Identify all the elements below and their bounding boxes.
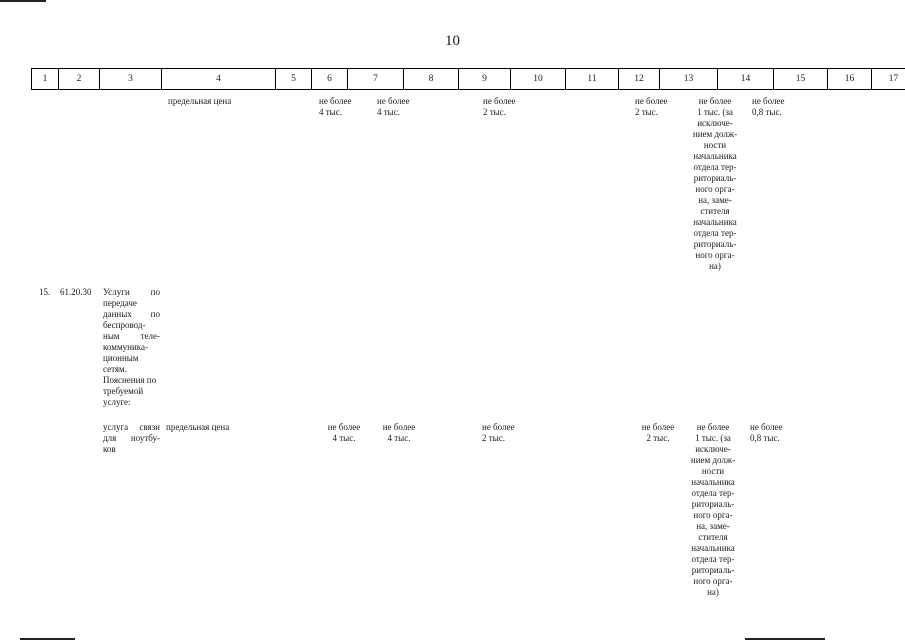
header-cell-8: 8 [404,68,459,90]
header-cell-4: 4 [162,68,276,90]
header-cell-15: 15 [774,68,828,90]
block2-col13-value: не более 2 тыс. [641,422,675,443]
block1-price-label: предельная цена [168,96,232,106]
row15-desc-line: беспровод- [103,320,146,330]
page-number: 10 [445,33,460,49]
row15-desc-line: Услуги по [103,287,160,297]
block2-col14-value: не более 1 тыс. (за исключе- нием долж- ности начальника отдела тер- риториаль- ного орга- на, заме- стителя начальника отдела тер- риториаль- ного орга- на) [690,422,736,597]
header-cell-6: 6 [312,68,348,90]
block1-col15-value: не более 0,8 тыс. [752,96,785,117]
header-cell-14: 14 [718,68,774,90]
header-cell-1: 1 [31,68,59,90]
block2-col7-value: не более 4 тыс. [327,422,361,443]
row15-desc-line: Пояснения по [103,375,157,385]
block1-col8-value: не более 4 тыс. [377,96,410,117]
scan-edge-top [0,0,46,2]
block2-desc-line: услуга связи [103,422,160,432]
header-cell-16: 16 [828,68,872,90]
header-cell-5: 5 [276,68,312,90]
header-cell-9: 9 [459,68,511,90]
row15-code: 61.20.30 [60,287,92,297]
block2-col8-value: не более 4 тыс. [382,422,416,443]
block2-service-description [103,422,160,455]
block2-col10-value: не более 2 тыс. [482,422,515,443]
block2-price-label: предельная цена [166,422,230,432]
block2-desc-line: для ноутбу- [103,433,160,443]
block1-col14-value: не более 1 тыс. (за исключе- нием долж- ности начальника отдела тер- риториаль- ного орга- на, заме- стителя начальника отдела тер- риториаль- ного орга- на) [692,96,738,271]
row15-description [103,287,160,408]
block2-col15-value: не более 0,8 тыс. [750,422,783,443]
header-cell-12: 12 [619,68,660,90]
header-cell-2: 2 [59,68,100,90]
block1-col13-value: не более 2 тыс. [635,96,668,117]
header-cell-3: 3 [100,68,162,90]
row15-number: 15. [39,287,51,297]
row15-desc-line: коммуника- [103,342,148,352]
row15-desc-line: передаче [103,298,137,308]
header-cell-10: 10 [511,68,566,90]
row15-desc-line: данных по [103,309,160,319]
block1-col10-value: не более 2 тыс. [483,96,516,117]
header-cell-11: 11 [566,68,619,90]
header-cell-7: 7 [348,68,404,90]
row15-desc-line: ционным [103,353,139,363]
row15-desc-line: ным теле- [103,331,160,341]
header-cell-17: 17 [872,68,905,90]
row15-desc-line: требуемой [103,386,144,396]
header-cell-13: 13 [660,68,718,90]
block2-desc-line: ков [103,444,116,454]
block1-col7-value: не более 4 тыс. [319,96,352,117]
row15-desc-line: услуге: [103,397,131,407]
row15-desc-line: сетям. [103,364,127,374]
